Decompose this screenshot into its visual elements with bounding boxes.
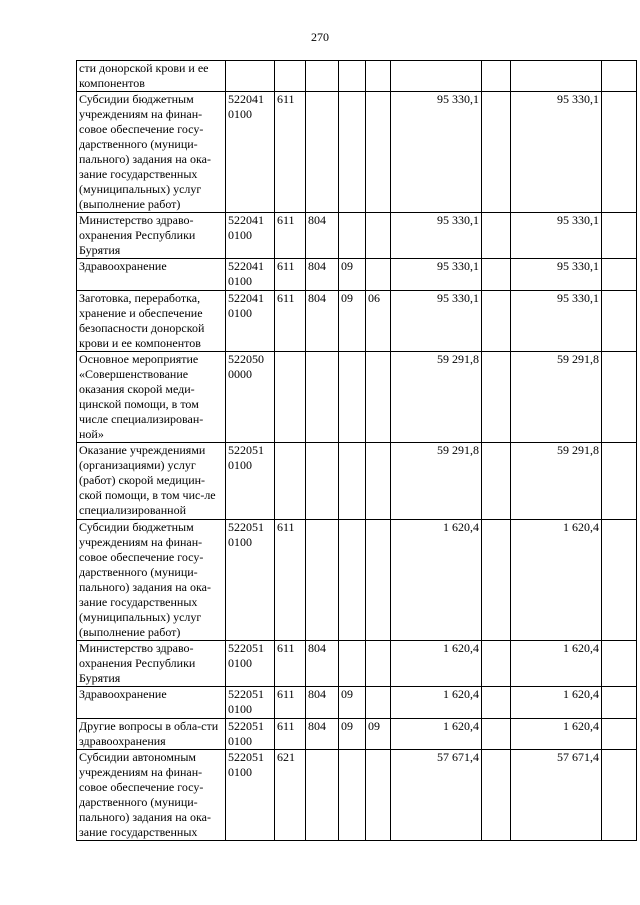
target-article-cell: 522041 0100 [226,259,275,291]
table-row [77,352,637,443]
section-code-cell [339,641,366,687]
amount-total-cell: 1 620,4 [511,641,602,687]
amount-cell: 1 620,4 [391,641,482,687]
expense-type-cell: 621 [275,750,306,841]
ministry-code-cell [306,92,339,213]
section-code-cell [339,750,366,841]
empty-cell [602,213,637,259]
table-row [77,61,637,92]
section-code-cell [339,92,366,213]
amount-cell: 95 330,1 [391,259,482,291]
empty-cell [602,687,637,719]
table-row [77,291,637,352]
row-name-cell: Здравоохранение [77,687,226,719]
amount-cell: 57 671,4 [391,750,482,841]
empty-cell [602,443,637,520]
empty-cell [482,259,511,291]
budget-table-body [77,61,637,841]
amount-total-cell: 1 620,4 [511,520,602,641]
empty-cell [602,259,637,291]
ministry-code-cell: 804 [306,259,339,291]
expense-type-cell: 611 [275,291,306,352]
subsection-code-cell [366,641,391,687]
amount-cell: 95 330,1 [391,213,482,259]
amount-cell [391,61,482,92]
target-article-cell: 522041 0100 [226,291,275,352]
expense-type-cell [275,443,306,520]
amount-cell: 1 620,4 [391,520,482,641]
section-code-cell [339,443,366,520]
table-row [77,443,637,520]
section-code-cell [339,213,366,259]
empty-cell [482,443,511,520]
subsection-code-cell: 09 [366,719,391,750]
ministry-code-cell [306,352,339,443]
table-row [77,520,637,641]
row-name-cell: Оказание учреждениями (организациями) услуг (работ) скорой медицин-ской помощи, в том чис-ле специализированной [77,443,226,520]
table-row [77,213,637,259]
target-article-cell: 522051 0100 [226,641,275,687]
ministry-code-cell: 804 [306,291,339,352]
ministry-code-cell: 804 [306,687,339,719]
empty-cell [602,61,637,92]
amount-total-cell: 1 620,4 [511,687,602,719]
empty-cell [602,719,637,750]
empty-cell [602,750,637,841]
expense-type-cell: 611 [275,92,306,213]
subsection-code-cell [366,520,391,641]
expense-type-cell: 611 [275,687,306,719]
empty-cell [602,291,637,352]
amount-cell: 95 330,1 [391,92,482,213]
target-article-cell: 522051 0100 [226,750,275,841]
amount-total-cell: 95 330,1 [511,291,602,352]
subsection-code-cell [366,213,391,259]
section-code-cell: 09 [339,291,366,352]
empty-cell [482,61,511,92]
expense-type-cell: 611 [275,520,306,641]
ministry-code-cell [306,520,339,641]
amount-total-cell: 95 330,1 [511,213,602,259]
row-name-cell: Министерство здраво-охранения Республики Бурятия [77,213,226,259]
amount-cell: 1 620,4 [391,719,482,750]
subsection-code-cell [366,443,391,520]
section-code-cell [339,61,366,92]
row-name-cell: Основное мероприятие «Совершенствование оказания скорой меди-цинской помощи, в том числе специализирован-ной» [77,352,226,443]
empty-cell [602,352,637,443]
amount-cell: 95 330,1 [391,291,482,352]
expense-type-cell [275,352,306,443]
table-row [77,259,637,291]
section-code-cell: 09 [339,687,366,719]
row-name-cell: Другие вопросы в обла-сти здравоохранения [77,719,226,750]
table-row [77,687,637,719]
row-name-cell: Министерство здраво-охранения Республики Бурятия [77,641,226,687]
row-name-cell: Субсидии бюджетным учреждениям на финан-совое обеспечение госу-дарственного (муници-пального) задания на ока-зание государственных (муниципальных) услуг (выполнение работ) [77,92,226,213]
empty-cell [602,520,637,641]
amount-cell: 59 291,8 [391,352,482,443]
table-row [77,750,637,841]
empty-cell [482,687,511,719]
empty-cell [482,750,511,841]
target-article-cell: 522051 0100 [226,719,275,750]
table-row [77,641,637,687]
amount-cell: 59 291,8 [391,443,482,520]
amount-total-cell: 57 671,4 [511,750,602,841]
target-article-cell: 522051 0100 [226,443,275,520]
subsection-code-cell [366,61,391,92]
ministry-code-cell [306,61,339,92]
amount-total-cell: 95 330,1 [511,259,602,291]
amount-total-cell: 95 330,1 [511,92,602,213]
target-article-cell: 522041 0100 [226,92,275,213]
section-code-cell: 09 [339,259,366,291]
row-name-cell: Субсидии бюджетным учреждениям на финан-совое обеспечение госу-дарственного (муници-пального) задания на ока-зание государственных (муниципальных) услуг (выполнение работ) [77,520,226,641]
row-name-cell: Заготовка, переработка, хранение и обеспечение безопасности донорской крови и ее компонентов [77,291,226,352]
ministry-code-cell: 804 [306,719,339,750]
amount-total-cell [511,61,602,92]
expense-type-cell: 611 [275,213,306,259]
subsection-code-cell [366,750,391,841]
empty-cell [482,641,511,687]
subsection-code-cell [366,352,391,443]
expense-type-cell [275,61,306,92]
empty-cell [602,92,637,213]
empty-cell [482,291,511,352]
amount-cell: 1 620,4 [391,687,482,719]
subsection-code-cell [366,259,391,291]
budget-table [76,60,637,841]
empty-cell [482,213,511,259]
target-article-cell: 522041 0100 [226,213,275,259]
row-name-cell: Здравоохранение [77,259,226,291]
subsection-code-cell [366,92,391,213]
expense-type-cell: 611 [275,641,306,687]
amount-total-cell: 59 291,8 [511,443,602,520]
empty-cell [602,641,637,687]
ministry-code-cell: 804 [306,213,339,259]
ministry-code-cell: 804 [306,641,339,687]
section-code-cell [339,352,366,443]
empty-cell [482,520,511,641]
page-number: 270 [311,30,329,44]
expense-type-cell: 611 [275,259,306,291]
table-row [77,719,637,750]
target-article-cell [226,61,275,92]
target-article-cell: 522050 0000 [226,352,275,443]
amount-total-cell: 1 620,4 [511,719,602,750]
section-code-cell [339,520,366,641]
empty-cell [482,719,511,750]
row-name-cell: Субсидии автономным учреждениям на финан-совое обеспечение госу-дарственного (муници-пального) задания на ока-зание государственных [77,750,226,841]
row-name-cell: сти донорской крови и ее компонентов [77,61,226,92]
target-article-cell: 522051 0100 [226,687,275,719]
subsection-code-cell: 06 [366,291,391,352]
subsection-code-cell [366,687,391,719]
table-row [77,92,637,213]
target-article-cell: 522051 0100 [226,520,275,641]
ministry-code-cell [306,443,339,520]
empty-cell [482,352,511,443]
ministry-code-cell [306,750,339,841]
empty-cell [482,92,511,213]
expense-type-cell: 611 [275,719,306,750]
section-code-cell: 09 [339,719,366,750]
amount-total-cell: 59 291,8 [511,352,602,443]
